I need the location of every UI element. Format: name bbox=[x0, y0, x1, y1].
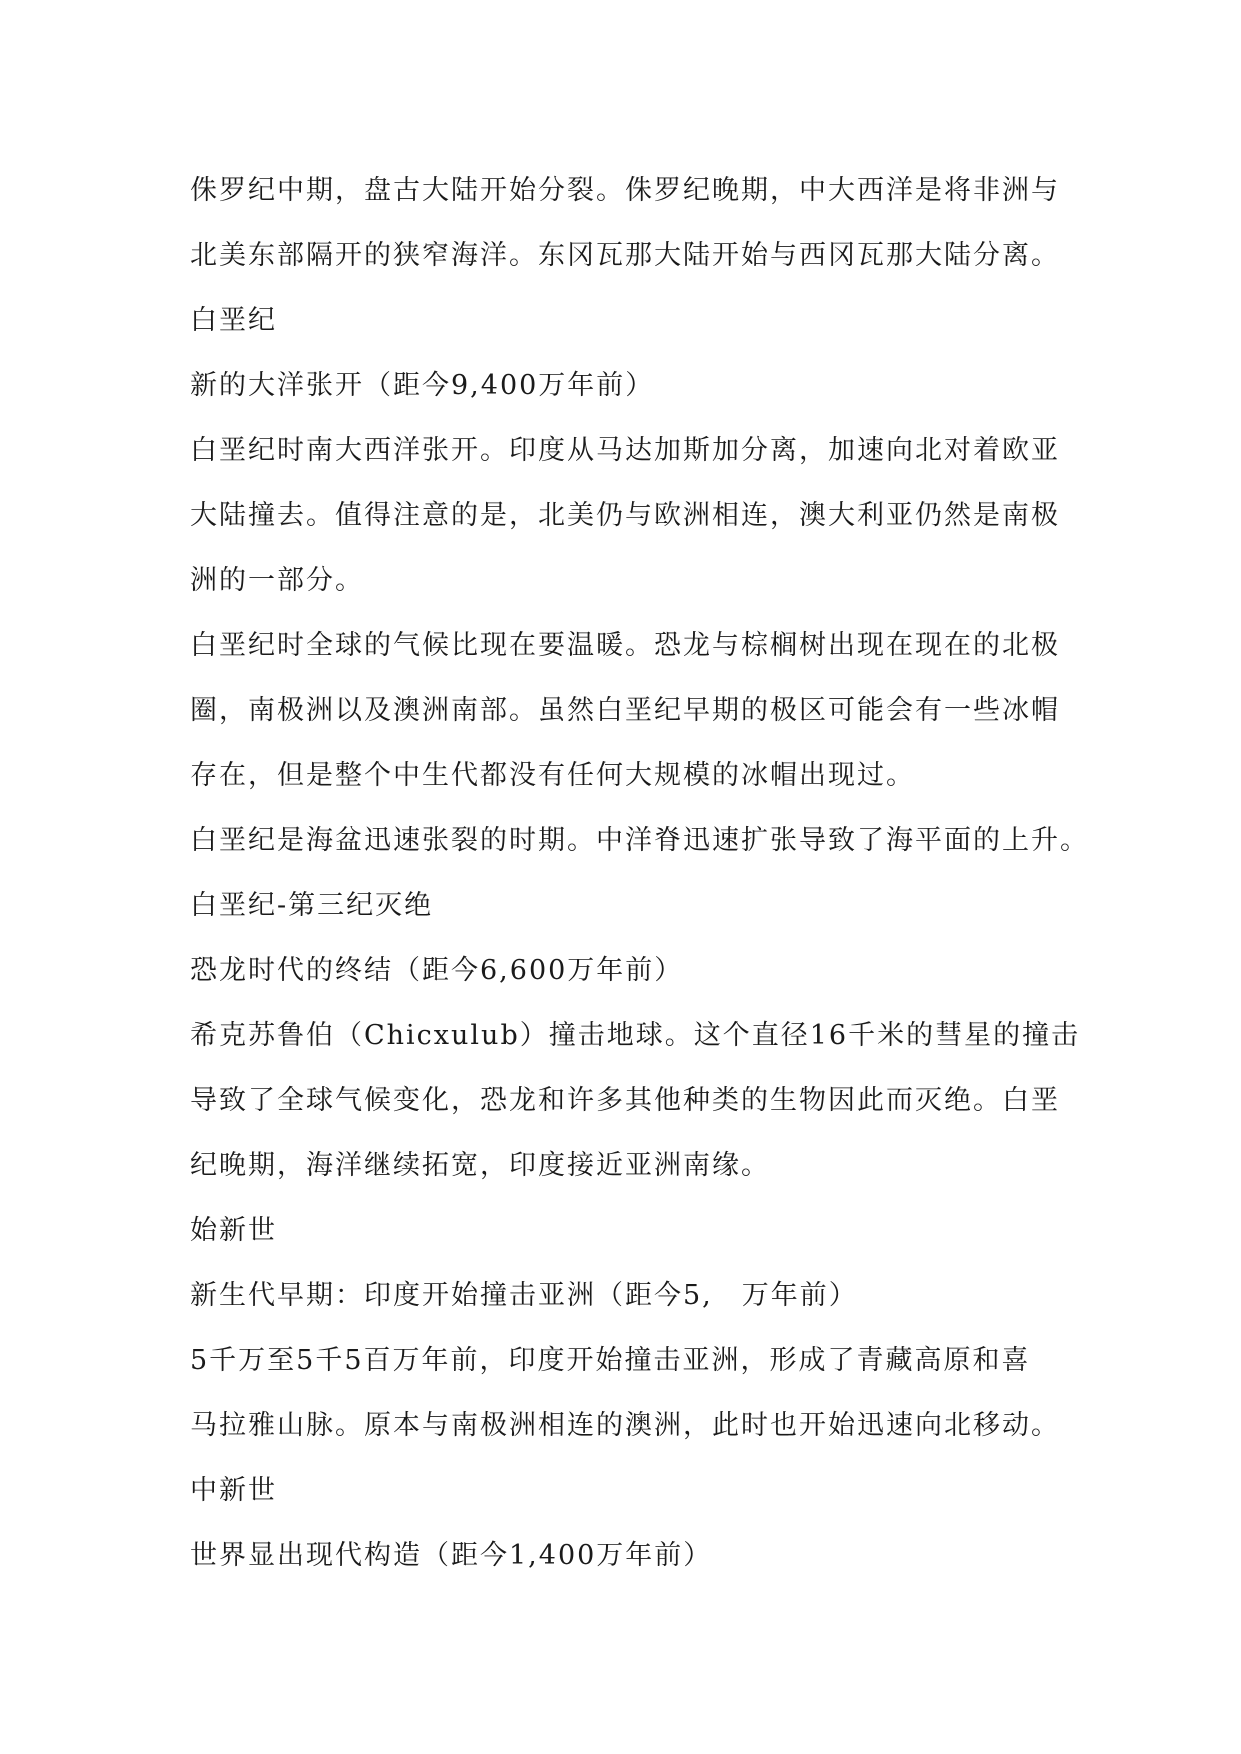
section-heading: 始新世 bbox=[190, 1215, 277, 1246]
paragraph-line: 马拉雅山脉。原本与南极洲相连的澳洲，此时也开始迅速向北移动。 bbox=[190, 1410, 1060, 1441]
subsection-heading: 新生代早期：印度开始撞击亚洲（距今5, 万年前） bbox=[190, 1280, 858, 1311]
paragraph-line: 5千万至5千5百万年前，印度开始撞击亚洲，形成了青藏高原和喜 bbox=[190, 1345, 1031, 1376]
paragraph-line: 大陆撞去。值得注意的是，北美仍与欧洲相连，澳大利亚仍然是南极 bbox=[190, 500, 1060, 531]
paragraph-line: 北美东部隔开的狭窄海洋。东冈瓦那大陆开始与西冈瓦那大陆分离。 bbox=[190, 240, 1060, 271]
paragraph-line: 洲的一部分。 bbox=[190, 565, 364, 596]
subsection-heading: 新的大洋张开（距今9,400万年前） bbox=[190, 370, 655, 401]
paragraph-line: 存在，但是整个中生代都没有任何大规模的冰帽出现过。 bbox=[190, 760, 915, 791]
section-heading: 白垩纪-第三纪灭绝 bbox=[190, 890, 434, 921]
section-heading: 中新世 bbox=[190, 1475, 277, 1506]
paragraph-line: 白垩纪时全球的气候比现在要温暖。恐龙与棕榈树出现在现在的北极 bbox=[190, 630, 1060, 661]
subsection-heading: 恐龙时代的终结（距今6,600万年前） bbox=[190, 955, 684, 986]
paragraph-line: 希克苏鲁伯（Chicxulub）撞击地球。这个直径16千米的彗星的撞击 bbox=[190, 1020, 1081, 1051]
paragraph-line: 纪晚期，海洋继续拓宽，印度接近亚洲南缘。 bbox=[190, 1150, 770, 1181]
paragraph-line: 圈，南极洲以及澳洲南部。虽然白垩纪早期的极区可能会有一些冰帽 bbox=[190, 695, 1060, 726]
document-body bbox=[190, 158, 1089, 1588]
paragraph-line: 白垩纪是海盆迅速张裂的时期。中洋脊迅速扩张导致了海平面的上升。 bbox=[190, 825, 1089, 856]
paragraph-line: 导致了全球气候变化，恐龙和许多其他种类的生物因此而灭绝。白垩 bbox=[190, 1085, 1060, 1116]
paragraph-line: 白垩纪时南大西洋张开。印度从马达加斯加分离，加速向北对着欧亚 bbox=[190, 435, 1060, 466]
section-heading: 白垩纪 bbox=[190, 305, 277, 336]
subsection-heading: 世界显出现代构造（距今1,400万年前） bbox=[190, 1540, 713, 1571]
paragraph-line: 侏罗纪中期，盘古大陆开始分裂。侏罗纪晚期，中大西洋是将非洲与 bbox=[190, 175, 1060, 206]
